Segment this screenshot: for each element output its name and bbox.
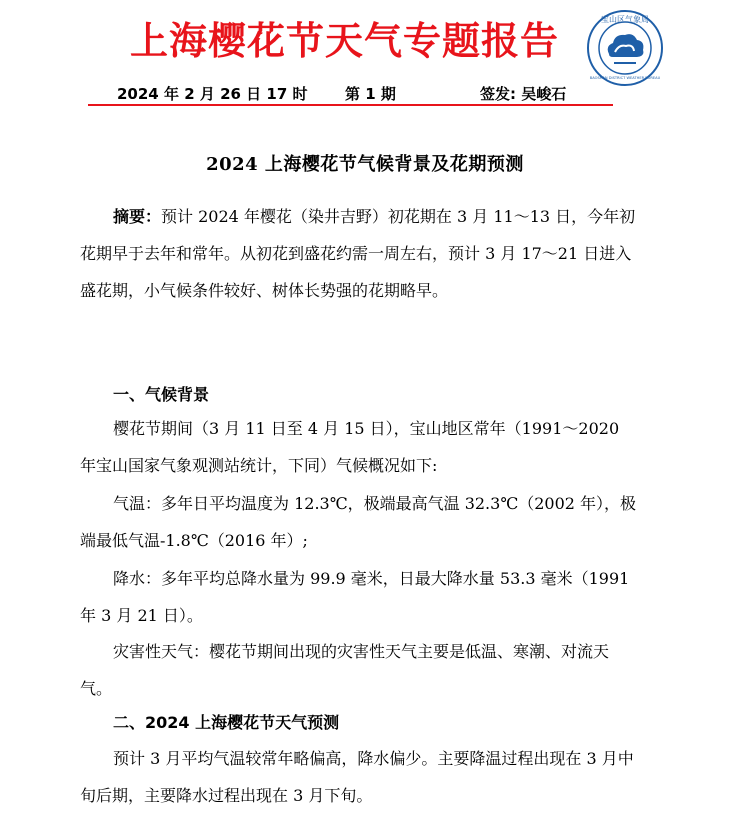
section2-heading: 二、2024 上海樱花节天气预测: [113, 713, 340, 732]
issue-number: 第 1 期: [345, 85, 396, 103]
section1-intro: [80, 410, 640, 484]
precipitation-paragraph: [80, 560, 640, 634]
section1-heading: 一、气候背景: [113, 385, 210, 404]
hazards-text: 灾害性天气：樱花节期间出现的灾害性天气主要是低温、寒潮、对流天气。: [80, 642, 610, 698]
masthead-title: 上海樱花节天气专题报告: [130, 19, 560, 63]
bureau-logo-icon: [585, 8, 665, 88]
abstract-label: 摘要：: [113, 207, 162, 226]
temperature-paragraph: [80, 485, 640, 559]
header-divider: [88, 104, 613, 106]
hazards-paragraph: [80, 633, 640, 707]
logo-text: 宝山区气象局: [601, 15, 649, 24]
issue-signer: 签发: 吴峻石: [480, 85, 567, 103]
section2-paragraph: [80, 740, 640, 814]
abstract-paragraph: [80, 198, 640, 309]
temperature-text: 气温：多年日平均温度为 12.3℃，极端最高气温 32.3℃（2002 年），极端最低气温-1.8℃（2016 年）;: [80, 494, 637, 550]
issue-line: [95, 83, 615, 105]
section2-text: 预计 3 月平均气温较常年略偏高，降水偏少。主要降温过程出现在 3 月中旬后期，主要降水过程出现在 3 月下旬。: [80, 749, 634, 805]
document-title: 2024 上海樱花节气候背景及花期预测: [206, 154, 524, 175]
issue-date: 2024 年 2 月 26 日 17 时: [117, 85, 308, 103]
section1-intro-text: 樱花节期间（3 月 11 日至 4 月 15 日），宝山地区常年（1991～2020 年宝山国家气象观测站统计，下同）气候概况如下:: [80, 419, 620, 475]
precipitation-text: 降水：多年平均总降水量为 99.9 毫米，日最大降水量 53.3 毫米（1991 年 3 月 21 日）。: [80, 569, 630, 625]
abstract-text: 预计 2024 年樱花（染井吉野）初花期在 3 月 11～13 日，今年初花期早于去年和常年。从初花到盛花约需一周左右，预计 3 月 17～21 日进入盛花期，小气候条件较好、树体长势强的花期略早。: [80, 207, 636, 300]
logo-subtext: BAOSHAN DISTRICT WEATHER BUREAU: [589, 76, 661, 80]
